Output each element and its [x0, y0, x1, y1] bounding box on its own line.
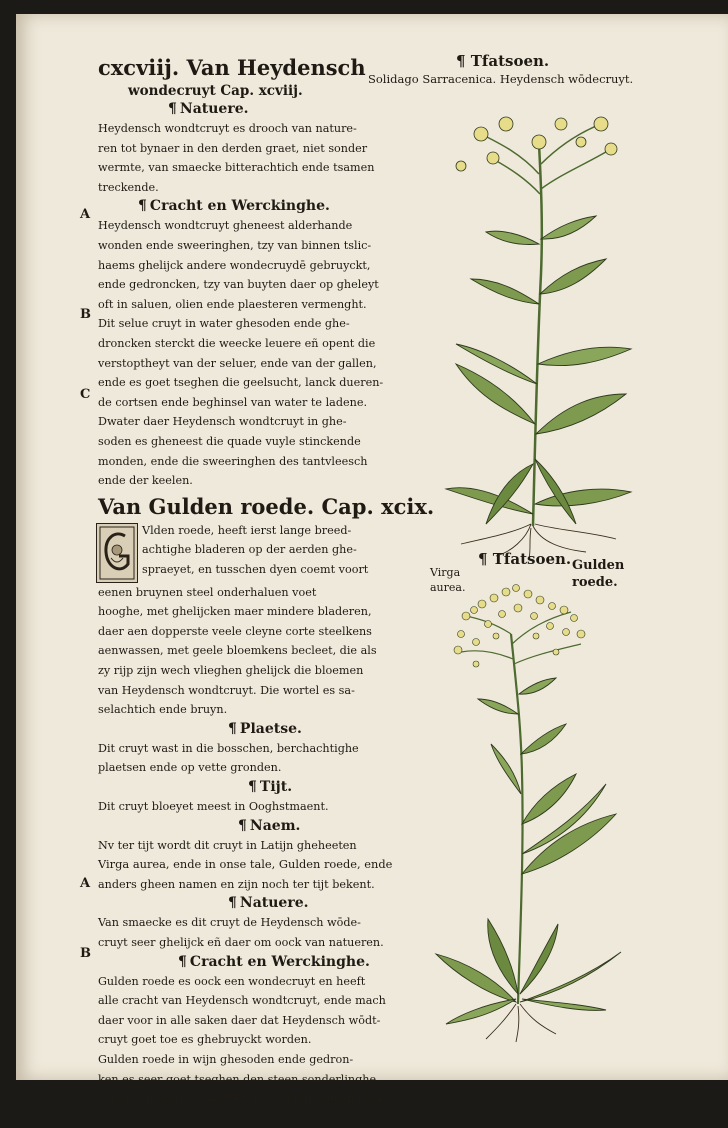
text-line: Gulden roede in wijn ghesoden ende gedron- [98, 1052, 354, 1066]
text-line: de cortsen ende beghinsel van water te ladene. [98, 395, 368, 409]
text-line: haems ghelijck andere wondecruydē gebruyckt, [98, 258, 371, 272]
text-line: ende der keelen. [98, 474, 193, 488]
text-line: spraeyet, en tusschen dyen coemt voort [142, 562, 369, 576]
text-line: Dit cruyt bloeyet meest in Ooghstmaent. [98, 800, 329, 814]
text-line: Vlden roede, heeft ierst lange breed- [142, 523, 352, 537]
solidago-woodcut-illustration [401, 94, 651, 564]
pilcrow-icon: ¶ [248, 779, 257, 796]
section-heading-plaetse: ¶ Plaetse. [228, 720, 302, 737]
text-line: plaetsen ende op vette gronden. [98, 761, 282, 775]
pilcrow-icon: ¶ [456, 52, 471, 70]
text-line: van Heydensch wondtcruyt. Die wortel es sa- [98, 683, 355, 697]
text-line: Gulden roede es oock een wondecruyt en heeft [98, 974, 366, 988]
text-line: alle cracht van Heydensch wondtcruyt, ende mach [98, 994, 386, 1008]
paragraph-intro [98, 521, 416, 720]
text-line: cruyt goet toe es ghebruyckt worden. [98, 1033, 312, 1047]
figure1-heading: ¶ Tfatsoen. [456, 52, 550, 70]
figure2-caption-dutch-2: roede. [572, 575, 618, 590]
pilcrow-icon: ¶ [478, 550, 493, 568]
text-line: aenwassen, met geele bloemkens becleet, die als [98, 644, 377, 658]
text-line: Van smaecke es dit cruyt de Heydensch wōde- [98, 916, 361, 930]
text-line: droncken sterckt die weecke leuere eñ opent die [98, 336, 376, 350]
text-line: van den nieren, ende doet den seluen breken ende [98, 1092, 386, 1106]
text-line: monden, ende die sweeringhen des tantvleesch [98, 454, 368, 468]
section-heading-cracht-2: ¶ Cracht en Werckinghe. [178, 953, 370, 970]
figure2-caption-dutch-1: Gulden [572, 558, 625, 573]
virga-aurea-woodcut-illustration [416, 574, 646, 1044]
text-line: anders gheen namen en zijn noch ter tijt bekent. [98, 877, 375, 891]
text-line: Dit cruyt wast in die bosschen, berchachtighe [98, 741, 359, 755]
book-page [16, 14, 728, 1125]
margin-marker-b-2: B [80, 946, 91, 961]
text-line: Virga aurea, ende in onse tale, Gulden roede, ende [98, 857, 393, 872]
text-line: selachtich ende bruyn. [98, 703, 228, 717]
chapter-title-gulden-roede: Van Gulden roede. Cap. xcix. [98, 493, 435, 519]
section-heading-natuere: ¶ Natuere. [168, 101, 249, 117]
text-line: Nv ter tijt wordt dit cruyt in Latijn gheheeten [98, 838, 357, 852]
text-line: ende gedroncken, tzy van buyten daer op gheleyt [98, 278, 379, 292]
chapter-title: cxcviij. Van Heydensch [98, 55, 366, 80]
text-line: wermte, van smaecke bitterachtich ende tsamen [98, 161, 375, 175]
figure2-caption-latin-2: aurea. [430, 581, 466, 594]
chapter-subtitle: wondecruyt Cap. xcviij. [128, 83, 303, 99]
text-line: zy rijp zijn wech vlieghen ghelijck die bloemen [98, 664, 364, 678]
text-line: verstoptheyt van der seluer, ende van der gallen, [98, 356, 377, 370]
pilcrow-icon: ¶ [168, 101, 177, 117]
section-heading-naem: ¶ Naem. [238, 817, 301, 834]
text-line: Dit selue cruyt in water ghesoden ende ghe- [98, 317, 350, 331]
margin-marker-a: A [80, 207, 91, 222]
paragraph-natuere [98, 119, 416, 197]
margin-marker-b: B [80, 307, 91, 322]
text-line: oft in saluen, olien ende plaesteren vermenght. [98, 297, 367, 311]
catchword: met [386, 1111, 408, 1125]
initial-figure-icon [97, 524, 137, 582]
text-line: ren tot bynaer in den derden graet, niet sonder [98, 141, 368, 155]
paragraph-cracht [98, 216, 416, 490]
pilcrow-icon: ¶ [238, 817, 247, 834]
text-line: wonden ende sweeringhen, tzy van binnen tslic- [98, 238, 372, 252]
text-line: cruyt seer ghelijck eñ daer om oock van natueren. [98, 936, 384, 949]
section-heading-natuere-2: ¶ Natuere. [228, 895, 309, 912]
margin-marker-a-2: A [80, 876, 91, 891]
text-line: ken es seer goet tseghen den steen sonderlinghe [98, 1072, 377, 1086]
text-line: daer voor in alle saken daer dat Heydensch wōdt- [98, 1013, 381, 1027]
pilcrow-icon: ¶ [228, 895, 237, 912]
figure2-heading: ¶ Tfatsoen. [478, 550, 572, 568]
figure2-caption-latin-1: Virga [430, 566, 461, 579]
pilcrow-icon: ¶ [138, 198, 147, 215]
text-line: hooghe, met ghelijcken maer mindere bladeren, [98, 605, 372, 619]
section-heading-tijt: ¶ Tijt. [248, 779, 293, 796]
text-line: achtighe bladeren op der aerden ghe- [142, 543, 357, 557]
text-column [98, 54, 435, 1128]
figure1-caption: Solidago Sarracenica. Heydensch wōdecruyt. [368, 72, 634, 86]
decorated-initial-g [96, 523, 138, 583]
text-line: eenen bruynen steel onderhaluen voet [98, 585, 317, 599]
text-line: Heydensch wondtcruyt es drooch van nature- [98, 122, 357, 135]
text-line: ende es goet tseghen die geelsucht, lanck dueren- [98, 376, 384, 390]
pilcrow-icon: ¶ [178, 953, 187, 970]
text-line: treckende. [98, 180, 159, 194]
pilcrow-icon: ¶ [228, 720, 237, 737]
text-line: soden es gheneest die quade vuyle stinckende [98, 434, 361, 448]
section-heading-cracht: ¶ Cracht en Werckinghe. [138, 198, 330, 215]
text-line: Dwater daer Heydensch wondtcruyt in ghe- [98, 415, 347, 429]
text-line: daer aen dopperste veele cleyne corte steelkens [98, 624, 372, 638]
text-line: Heydensch wondtcruyt gheneest alderhande [98, 219, 353, 233]
margin-marker-c: C [80, 387, 91, 402]
